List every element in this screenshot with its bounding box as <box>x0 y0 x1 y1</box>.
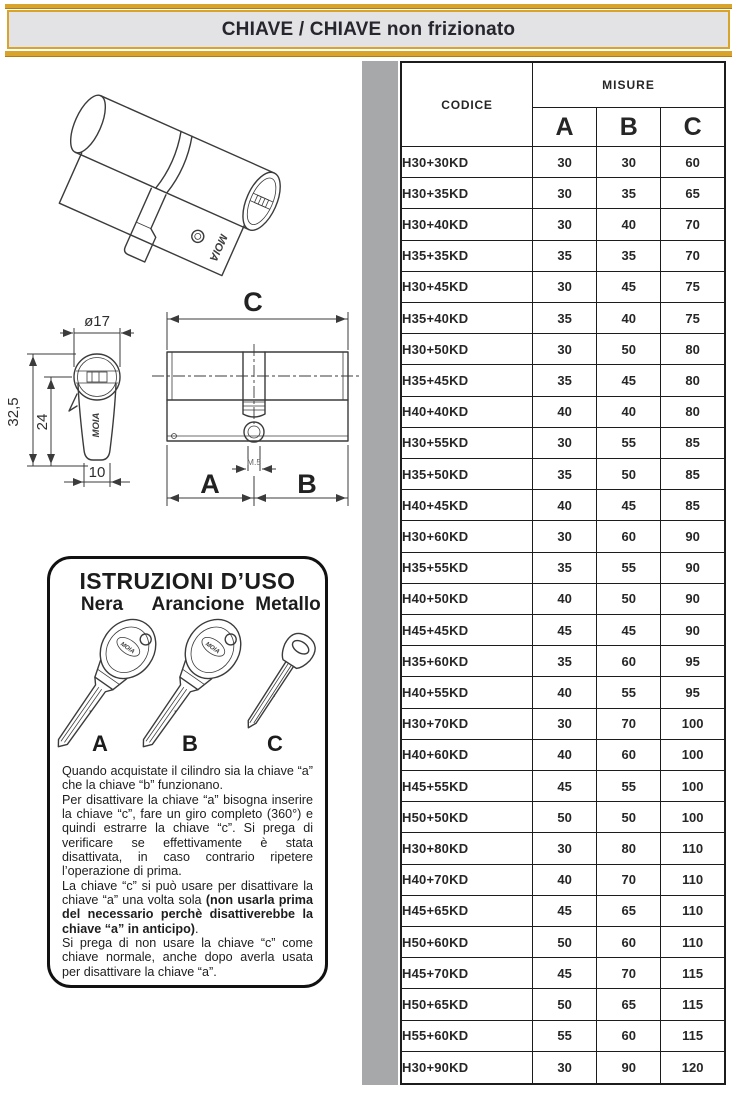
table-row <box>401 303 725 334</box>
measure-a-cell: 40 <box>533 677 597 708</box>
measure-b-cell: 55 <box>597 771 661 802</box>
table-row <box>401 895 725 926</box>
key-color-label-metallo: Metallo <box>255 594 321 615</box>
measure-a-cell: 30 <box>533 427 597 458</box>
measure-c-cell: 90 <box>661 521 725 552</box>
measure-a-cell: 30 <box>533 209 597 240</box>
measure-b-cell: 65 <box>597 989 661 1020</box>
instructions-text <box>62 764 313 979</box>
measure-c-cell: 85 <box>661 427 725 458</box>
brand-logo-text: MOIA <box>206 231 230 264</box>
table-row <box>401 147 725 178</box>
measure-a-cell: 40 <box>533 396 597 427</box>
measure-a-cell: 40 <box>533 864 597 895</box>
dim-a-label: A <box>200 469 220 499</box>
measure-b-cell: 50 <box>597 334 661 365</box>
measure-b-cell: 45 <box>597 271 661 302</box>
measure-c-cell: 100 <box>661 708 725 739</box>
table-row <box>401 427 725 458</box>
codice-cell: H35+60KD <box>401 646 533 677</box>
codice-cell: H30+80KD <box>401 833 533 864</box>
codice-cell: H45+65KD <box>401 895 533 926</box>
table-row <box>401 802 725 833</box>
codice-cell: H30+35KD <box>401 178 533 209</box>
side-view <box>152 288 362 506</box>
measure-b-cell: 40 <box>597 209 661 240</box>
codice-cell: H40+40KD <box>401 396 533 427</box>
codice-cell: H35+55KD <box>401 552 533 583</box>
measure-a-cell: 35 <box>533 303 597 334</box>
instructions-paragraph: Quando acquistate il cilindro sia la chiave “a” che la chiave “b” funzionano. <box>62 764 313 793</box>
measure-c-cell: 100 <box>661 802 725 833</box>
table-row <box>401 708 725 739</box>
codice-cell: H40+70KD <box>401 864 533 895</box>
table-row <box>401 927 725 958</box>
measure-c-cell: 110 <box>661 927 725 958</box>
table-row <box>401 552 725 583</box>
measure-c-cell: 65 <box>661 178 725 209</box>
page-title: CHIAVE / CHIAVE non frizionato <box>221 18 516 40</box>
table-row <box>401 864 725 895</box>
instructions-paragraph: Si prega di non usare la chiave “c” come chiave normale, anche dopo averla usata per disattivare la chiave “a”. <box>62 936 313 979</box>
key-letter-b: B <box>182 731 198 756</box>
col-header-c: C <box>661 108 725 147</box>
measure-b-cell: 60 <box>597 521 661 552</box>
dim-body-height-label: 24 <box>34 413 51 431</box>
key-c-drawing <box>236 628 321 736</box>
codice-cell: H30+50KD <box>401 334 533 365</box>
table-row <box>401 958 725 989</box>
dim-b-label: B <box>297 469 317 499</box>
measure-b-cell: 50 <box>597 802 661 833</box>
measure-b-cell: 30 <box>597 147 661 178</box>
measure-b-cell: 60 <box>597 927 661 958</box>
codice-cell: H50+60KD <box>401 927 533 958</box>
measure-a-cell: 45 <box>533 615 597 646</box>
measure-b-cell: 50 <box>597 583 661 614</box>
codice-cell: H30+30KD <box>401 147 533 178</box>
end-view-brand: MOIA <box>91 412 102 438</box>
measure-b-cell: 40 <box>597 396 661 427</box>
table-row <box>401 739 725 770</box>
measure-a-cell: 50 <box>533 802 597 833</box>
measure-a-cell: 30 <box>533 708 597 739</box>
codice-cell: H55+60KD <box>401 1020 533 1051</box>
measure-c-cell: 70 <box>661 209 725 240</box>
svg-text:MOIA: MOIA <box>204 641 221 656</box>
codice-cell: H45+70KD <box>401 958 533 989</box>
page-title-banner <box>7 10 730 49</box>
measure-b-cell: 55 <box>597 677 661 708</box>
banner-top-rule <box>5 4 732 9</box>
measure-c-cell: 80 <box>661 396 725 427</box>
measure-c-cell: 75 <box>661 303 725 334</box>
end-view <box>5 313 134 487</box>
measure-b-cell: 80 <box>597 833 661 864</box>
table-row <box>401 1020 725 1051</box>
measure-b-cell: 35 <box>597 178 661 209</box>
measure-c-cell: 100 <box>661 739 725 770</box>
measure-a-cell: 30 <box>533 271 597 302</box>
measure-b-cell: 60 <box>597 1020 661 1051</box>
measure-a-cell: 35 <box>533 646 597 677</box>
measure-b-cell: 55 <box>597 427 661 458</box>
table-row <box>401 833 725 864</box>
table-row <box>401 240 725 271</box>
measure-a-cell: 50 <box>533 989 597 1020</box>
codice-cell: H40+55KD <box>401 677 533 708</box>
codice-cell: H40+50KD <box>401 583 533 614</box>
measure-c-cell: 80 <box>661 334 725 365</box>
table-side-strip <box>362 61 398 1085</box>
measure-c-cell: 70 <box>661 240 725 271</box>
codice-cell: H45+55KD <box>401 771 533 802</box>
key-color-label-nera: Nera <box>80 594 124 615</box>
measure-c-cell: 60 <box>661 147 725 178</box>
measure-b-cell: 70 <box>597 864 661 895</box>
table-row <box>401 490 725 521</box>
measure-c-cell: 120 <box>661 1051 725 1084</box>
table-row <box>401 521 725 552</box>
col-header-a: A <box>533 108 597 147</box>
measure-b-cell: 35 <box>597 240 661 271</box>
measure-a-cell: 35 <box>533 552 597 583</box>
measure-a-cell: 35 <box>533 365 597 396</box>
measure-a-cell: 40 <box>533 739 597 770</box>
codice-cell: H30+70KD <box>401 708 533 739</box>
measure-c-cell: 90 <box>661 615 725 646</box>
measure-b-cell: 70 <box>597 708 661 739</box>
measure-c-cell: 85 <box>661 490 725 521</box>
table-row <box>401 615 725 646</box>
table-row <box>401 1051 725 1084</box>
codice-cell: H30+60KD <box>401 521 533 552</box>
codice-cell: H50+65KD <box>401 989 533 1020</box>
measure-a-cell: 30 <box>533 178 597 209</box>
banner-bottom-rule <box>5 51 732 57</box>
size-table <box>400 61 726 1085</box>
codice-cell: H30+55KD <box>401 427 533 458</box>
codice-cell: H35+50KD <box>401 459 533 490</box>
codice-cell: H35+35KD <box>401 240 533 271</box>
instructions-title: ISTRUZIONI D’USO <box>79 568 296 594</box>
measure-b-cell: 45 <box>597 365 661 396</box>
cylinder-isometric-drawing <box>40 62 360 282</box>
measure-c-cell: 90 <box>661 552 725 583</box>
key-color-label-arancione: Arancione <box>151 594 245 615</box>
measure-a-cell: 30 <box>533 521 597 552</box>
measure-c-cell: 115 <box>661 958 725 989</box>
svg-text:MOIA: MOIA <box>119 641 136 656</box>
measure-a-cell: 40 <box>533 583 597 614</box>
measure-c-cell: 110 <box>661 895 725 926</box>
codice-header: CODICE <box>401 62 533 147</box>
codice-cell: H35+45KD <box>401 365 533 396</box>
key-letter-c: C <box>267 731 283 756</box>
measure-b-cell: 45 <box>597 490 661 521</box>
measure-a-cell: 35 <box>533 459 597 490</box>
dim-body-width-label: 10 <box>88 464 106 481</box>
measure-a-cell: 35 <box>533 240 597 271</box>
measure-c-cell: 90 <box>661 583 725 614</box>
measure-a-cell: 40 <box>533 490 597 521</box>
measure-a-cell: 45 <box>533 895 597 926</box>
measure-b-cell: 60 <box>597 739 661 770</box>
table-row <box>401 271 725 302</box>
table-row <box>401 677 725 708</box>
dim-c-label: C <box>243 288 263 317</box>
measure-a-cell: 45 <box>533 958 597 989</box>
dim-diameter-label: ø17 <box>84 313 110 330</box>
measure-a-cell: 30 <box>533 1051 597 1084</box>
measure-b-cell: 70 <box>597 958 661 989</box>
table-row <box>401 334 725 365</box>
measure-c-cell: 95 <box>661 646 725 677</box>
measure-a-cell: 55 <box>533 1020 597 1051</box>
col-header-b: B <box>597 108 661 147</box>
measure-c-cell: 75 <box>661 271 725 302</box>
measure-a-cell: 30 <box>533 147 597 178</box>
measure-b-cell: 50 <box>597 459 661 490</box>
misure-header: MISURE <box>533 62 726 108</box>
codice-cell: H30+40KD <box>401 209 533 240</box>
instructions-paragraph: La chiave “c” si può usare per disattivare la chiave “a” una volta sola (non usarla prima del necessario perchè disattiverebbe la chiave “a” in anticipo). <box>62 878 313 936</box>
table-row <box>401 583 725 614</box>
table-row <box>401 989 725 1020</box>
measure-b-cell: 45 <box>597 615 661 646</box>
measure-c-cell: 80 <box>661 365 725 396</box>
table-row <box>401 646 725 677</box>
table-row <box>401 459 725 490</box>
codice-cell: H30+90KD <box>401 1051 533 1084</box>
measure-c-cell: 115 <box>661 989 725 1020</box>
codice-cell: H35+40KD <box>401 303 533 334</box>
codice-cell: H45+45KD <box>401 615 533 646</box>
measure-c-cell: 85 <box>661 459 725 490</box>
measure-a-cell: 45 <box>533 771 597 802</box>
measure-b-cell: 90 <box>597 1051 661 1084</box>
table-row <box>401 365 725 396</box>
table-row <box>401 771 725 802</box>
dim-total-height-label: 32,5 <box>5 397 22 427</box>
measure-c-cell: 100 <box>661 771 725 802</box>
instructions-box <box>47 556 328 988</box>
key-letter-a: A <box>92 731 108 756</box>
table-row <box>401 178 725 209</box>
codice-cell: H40+45KD <box>401 490 533 521</box>
cylinder-body <box>40 90 288 282</box>
instructions-paragraph: Per disattivare la chiave “a” bisogna inserire la chiave “c”, fare un giro completo (360°) e quindi estrarre la chiave “c”. Si prega di verificare se effettivamente è stata disattivata, in caso contrario ripetere l’operazione di prima. <box>62 792 313 879</box>
measure-c-cell: 110 <box>661 864 725 895</box>
dimension-drawing <box>0 288 365 528</box>
measure-a-cell: 50 <box>533 927 597 958</box>
table-row <box>401 209 725 240</box>
codice-cell: H30+45KD <box>401 271 533 302</box>
table-row <box>401 396 725 427</box>
measure-c-cell: 115 <box>661 1020 725 1051</box>
measure-c-cell: 95 <box>661 677 725 708</box>
measure-b-cell: 40 <box>597 303 661 334</box>
measure-b-cell: 55 <box>597 552 661 583</box>
measure-c-cell: 110 <box>661 833 725 864</box>
codice-cell: H50+50KD <box>401 802 533 833</box>
dim-screw-label: M.5 <box>246 457 262 467</box>
measure-b-cell: 60 <box>597 646 661 677</box>
measure-b-cell: 65 <box>597 895 661 926</box>
size-table-body <box>401 147 725 1085</box>
codice-cell: H40+60KD <box>401 739 533 770</box>
measure-a-cell: 30 <box>533 833 597 864</box>
measure-a-cell: 30 <box>533 334 597 365</box>
